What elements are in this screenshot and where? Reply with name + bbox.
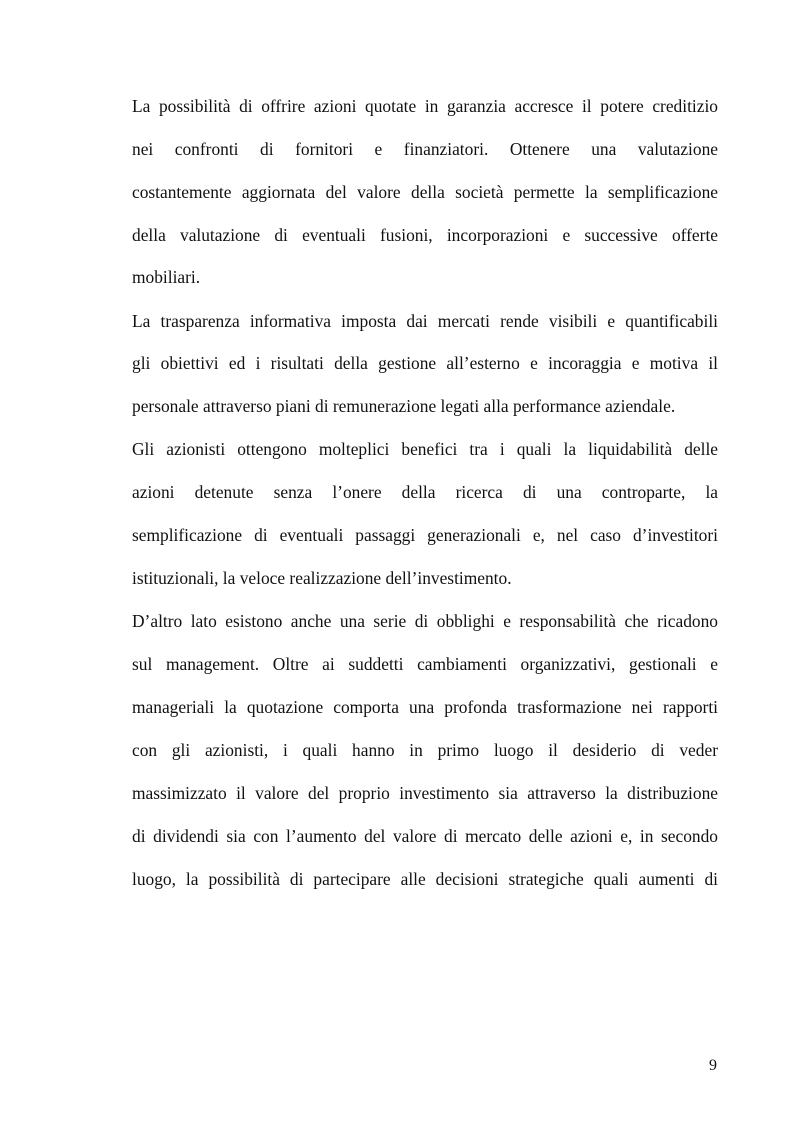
text-line: nei confronti di fornitori e finanziatori. Ottenere una valutazione xyxy=(132,139,718,159)
text-line: di dividendi sia con l’aumento del valore di mercato delle azioni e, in secondo xyxy=(132,826,718,846)
page-number: 9 xyxy=(709,1057,717,1074)
text-line: semplificazione di eventuali passaggi generazionali e, nel caso d’investitori xyxy=(132,525,718,545)
text-line: La possibilità di offrire azioni quotate in garanzia accresce il potere creditizio xyxy=(132,96,718,116)
text-line: Gli azionisti ottengono molteplici benefici tra i quali la liquidabilità delle xyxy=(132,439,718,459)
text-line: personale attraverso piani di remunerazione legati alla performance aziendale. xyxy=(132,396,676,416)
text-line: sul management. Oltre ai suddetti cambiamenti organizzativi, gestionali e xyxy=(132,654,718,674)
text-line: D’altro lato esistono anche una serie di obblighi e responsabilità che ricadono xyxy=(132,611,718,631)
text-line: mobiliari. xyxy=(132,267,201,287)
text-line: azioni detenute senza l’onere della ricerca di una controparte, la xyxy=(132,482,718,502)
text-line: con gli azionisti, i quali hanno in primo luogo il desiderio di veder xyxy=(132,740,718,760)
text-line: massimizzato il valore del proprio investimento sia attraverso la distribuzione xyxy=(132,783,718,803)
text-line: manageriali la quotazione comporta una profonda trasformazione nei rapporti xyxy=(132,697,718,717)
text-line: luogo, la possibilità di partecipare alle decisioni strategiche quali aumenti di xyxy=(132,869,718,889)
text-line: La trasparenza informativa imposta dai mercati rende visibili e quantificabili xyxy=(132,311,718,331)
text-line: gli obiettivi ed i risultati della gestione all’esterno e incoraggia e motiva il xyxy=(132,353,718,373)
text-line: della valutazione di eventuali fusioni, incorporazioni e successive offerte xyxy=(132,225,718,245)
text-line: costantemente aggiornata del valore della società permette la semplificazione xyxy=(132,182,718,202)
text-line: istituzionali, la veloce realizzazione dell’investimento. xyxy=(132,568,512,588)
